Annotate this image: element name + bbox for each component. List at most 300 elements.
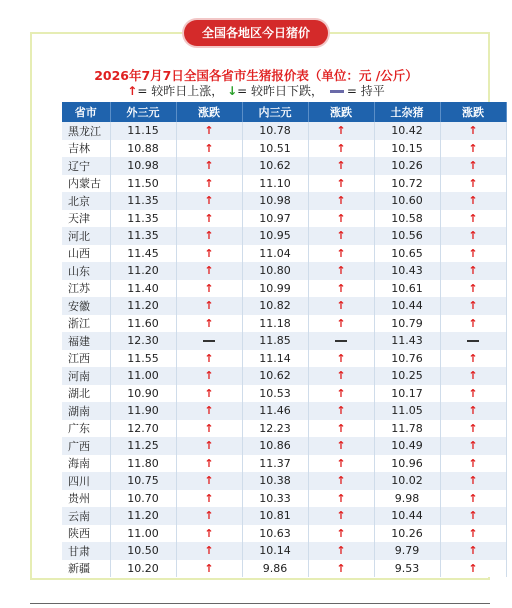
- change-cell: [440, 385, 506, 403]
- change-cell: [440, 280, 506, 298]
- price-cell: 11.45: [110, 245, 176, 263]
- change-cell: [176, 437, 242, 455]
- arrow-up-icon: ↑: [468, 561, 478, 575]
- arrow-up-icon: ↑: [468, 229, 478, 243]
- change-cell: [176, 262, 242, 280]
- change-cell: [308, 175, 374, 193]
- arrow-down-icon: ↓: [227, 84, 238, 98]
- price-cell: 11.15: [110, 122, 176, 140]
- arrow-up-icon: ↑: [204, 491, 214, 505]
- arrow-up-icon: ↑: [468, 316, 478, 330]
- table-row: [62, 157, 506, 175]
- change-cell: [308, 140, 374, 158]
- table-row: [62, 542, 506, 560]
- table-row: [62, 332, 506, 350]
- arrow-up-icon: ↑: [468, 544, 478, 558]
- price-cell: 10.95: [242, 227, 308, 245]
- arrow-up-icon: ↑: [204, 176, 214, 190]
- arrow-up-icon: ↑: [204, 124, 214, 138]
- price-cell: 11.80: [110, 455, 176, 473]
- change-cell: [440, 367, 506, 385]
- change-cell: [308, 525, 374, 543]
- arrow-up-icon: ↑: [204, 351, 214, 365]
- arrow-up-icon: ↑: [204, 561, 214, 575]
- province-cell: 安徽: [62, 297, 110, 315]
- price-cell: 12.30: [110, 332, 176, 350]
- change-cell: [176, 157, 242, 175]
- change-cell: [440, 455, 506, 473]
- arrow-up-icon: ↑: [468, 246, 478, 260]
- header-nei-sanyuan: 内三元: [242, 102, 308, 122]
- change-cell: [176, 245, 242, 263]
- price-cell: 10.63: [242, 525, 308, 543]
- price-cell: 11.04: [242, 245, 308, 263]
- table-row: [62, 175, 506, 193]
- price-cell: 10.50: [110, 542, 176, 560]
- table-row: [62, 245, 506, 263]
- price-cell: 10.62: [242, 367, 308, 385]
- price-cell: 11.25: [110, 437, 176, 455]
- legend-down-text: = 较昨日下跌，: [237, 84, 323, 98]
- arrow-up-icon: ↑: [468, 351, 478, 365]
- province-cell: 黑龙江: [62, 122, 110, 140]
- price-cell: 10.98: [242, 192, 308, 210]
- table-row: [62, 192, 506, 210]
- price-cell: 10.43: [374, 262, 440, 280]
- table-row: [62, 472, 506, 490]
- arrow-up-icon: ↑: [336, 526, 346, 540]
- province-cell: 云南: [62, 507, 110, 525]
- arrow-up-icon: ↑: [468, 194, 478, 208]
- arrow-up-icon: ↑: [336, 369, 346, 383]
- change-cell: [176, 385, 242, 403]
- price-cell: 10.53: [242, 385, 308, 403]
- arrow-up-icon: ↑: [204, 299, 214, 313]
- price-cell: 10.02: [374, 472, 440, 490]
- province-cell: 山东: [62, 262, 110, 280]
- price-cell: 10.76: [374, 350, 440, 368]
- arrow-up-icon: ↑: [468, 124, 478, 138]
- change-cell: [440, 175, 506, 193]
- change-cell: [308, 455, 374, 473]
- arrow-up-icon: ↑: [468, 264, 478, 278]
- arrow-up-icon: ↑: [336, 194, 346, 208]
- price-cell: 10.65: [374, 245, 440, 263]
- arrow-up-icon: ↑: [204, 474, 214, 488]
- change-cell: [308, 227, 374, 245]
- change-cell: [440, 507, 506, 525]
- arrow-up-icon: ↑: [336, 491, 346, 505]
- arrow-up-icon: ↑: [336, 229, 346, 243]
- change-cell: [440, 490, 506, 508]
- arrow-up-icon: ↑: [204, 229, 214, 243]
- change-cell: [440, 472, 506, 490]
- change-cell: [308, 542, 374, 560]
- change-cell: [308, 210, 374, 228]
- divider: [30, 603, 490, 604]
- change-cell: [308, 315, 374, 333]
- arrow-up-icon: ↑: [468, 439, 478, 453]
- price-cell: 11.05: [374, 402, 440, 420]
- price-cell: 11.40: [110, 280, 176, 298]
- table-row: [62, 297, 506, 315]
- arrow-up-icon: ↑: [204, 526, 214, 540]
- arrow-up-icon: ↑: [204, 316, 214, 330]
- province-cell: 江西: [62, 350, 110, 368]
- price-cell: 11.85: [242, 332, 308, 350]
- arrow-up-icon: ↑: [336, 141, 346, 155]
- province-cell: 甘肃: [62, 542, 110, 560]
- price-cell: 11.35: [110, 192, 176, 210]
- arrow-up-icon: ↑: [336, 439, 346, 453]
- change-cell: [176, 420, 242, 438]
- header-tuza: 土杂猪: [374, 102, 440, 122]
- change-cell: [308, 122, 374, 140]
- change-cell: [308, 472, 374, 490]
- province-cell: 湖南: [62, 402, 110, 420]
- change-cell: [440, 140, 506, 158]
- change-cell: [440, 350, 506, 368]
- price-cell: 11.43: [374, 332, 440, 350]
- table-row: [62, 210, 506, 228]
- flat-dash-icon: [467, 340, 479, 342]
- arrow-up-icon: ↑: [468, 491, 478, 505]
- change-cell: [308, 350, 374, 368]
- change-cell: [176, 280, 242, 298]
- change-cell: [440, 122, 506, 140]
- price-cell: 11.60: [110, 315, 176, 333]
- price-cell: 10.88: [110, 140, 176, 158]
- change-cell: [308, 192, 374, 210]
- arrow-up-icon: ↑: [468, 456, 478, 470]
- price-cell: 10.20: [110, 560, 176, 578]
- change-cell: [440, 227, 506, 245]
- arrow-up-icon: ↑: [204, 159, 214, 173]
- price-cell: 10.79: [374, 315, 440, 333]
- arrow-up-icon: ↑: [336, 474, 346, 488]
- table-row: [62, 490, 506, 508]
- province-cell: 天津: [62, 210, 110, 228]
- price-cell: 10.86: [242, 437, 308, 455]
- price-cell: 11.20: [110, 262, 176, 280]
- change-cell: [308, 402, 374, 420]
- table-row: [62, 525, 506, 543]
- change-cell: [440, 560, 506, 578]
- page-title: 2026年7月7日全国各省市生猪报价表（单位：元 /公斤）: [94, 68, 418, 83]
- province-cell: 内蒙古: [62, 175, 110, 193]
- province-cell: 江苏: [62, 280, 110, 298]
- price-cell: 10.15: [374, 140, 440, 158]
- price-cell: 11.90: [110, 402, 176, 420]
- arrow-up-icon: ↑: [468, 526, 478, 540]
- arrow-up-icon: ↑: [468, 421, 478, 435]
- province-cell: 辽宁: [62, 157, 110, 175]
- arrow-up-icon: ↑: [336, 561, 346, 575]
- table-row: [62, 140, 506, 158]
- change-cell: [308, 262, 374, 280]
- change-cell: [440, 297, 506, 315]
- arrow-up-icon: ↑: [468, 474, 478, 488]
- arrow-up-icon: ↑: [336, 351, 346, 365]
- arrow-up-icon: ↑: [336, 281, 346, 295]
- arrow-up-icon: ↑: [204, 421, 214, 435]
- change-cell: [308, 367, 374, 385]
- change-cell: [308, 490, 374, 508]
- arrow-up-icon: ↑: [468, 211, 478, 225]
- change-cell: [176, 175, 242, 193]
- price-cell: 10.75: [110, 472, 176, 490]
- province-cell: 河南: [62, 367, 110, 385]
- arrow-up-icon: ↑: [468, 509, 478, 523]
- arrow-up-icon: ↑: [336, 421, 346, 435]
- arrow-up-icon: ↑: [204, 246, 214, 260]
- arrow-up-icon: ↑: [468, 176, 478, 190]
- price-cell: 11.37: [242, 455, 308, 473]
- arrow-up-icon: ↑: [468, 281, 478, 295]
- change-cell: [176, 315, 242, 333]
- price-cell: 10.26: [374, 157, 440, 175]
- change-cell: [176, 367, 242, 385]
- price-cell: 10.72: [374, 175, 440, 193]
- flat-dash-icon: [330, 90, 344, 93]
- province-cell: 吉林: [62, 140, 110, 158]
- table-row: [62, 367, 506, 385]
- province-cell: 陕西: [62, 525, 110, 543]
- arrow-up-icon: ↑: [336, 456, 346, 470]
- price-cell: 10.56: [374, 227, 440, 245]
- arrow-up-icon: ↑: [336, 509, 346, 523]
- price-cell: 10.82: [242, 297, 308, 315]
- table-row: [62, 420, 506, 438]
- price-cell: 10.49: [374, 437, 440, 455]
- change-cell: [176, 122, 242, 140]
- price-cell: 10.61: [374, 280, 440, 298]
- price-cell: 11.10: [242, 175, 308, 193]
- price-cell: 11.14: [242, 350, 308, 368]
- arrow-up-icon: ↑: [204, 369, 214, 383]
- table-row: [62, 122, 506, 140]
- province-cell: 山西: [62, 245, 110, 263]
- arrow-up-icon: ↑: [336, 159, 346, 173]
- price-cell: 10.42: [374, 122, 440, 140]
- price-cell: 10.14: [242, 542, 308, 560]
- flat-dash-icon: [335, 340, 347, 342]
- arrow-up-icon: ↑: [468, 404, 478, 418]
- change-cell: [440, 262, 506, 280]
- change-cell: [308, 437, 374, 455]
- price-cell: 10.25: [374, 367, 440, 385]
- change-cell: [176, 227, 242, 245]
- price-cell: 10.80: [242, 262, 308, 280]
- province-cell: 北京: [62, 192, 110, 210]
- table-row: [62, 455, 506, 473]
- table-row: [62, 350, 506, 368]
- province-cell: 四川: [62, 472, 110, 490]
- arrow-up-icon: ↑: [336, 544, 346, 558]
- change-cell: [440, 525, 506, 543]
- price-cell: 10.44: [374, 507, 440, 525]
- change-cell: [440, 315, 506, 333]
- price-cell: 10.99: [242, 280, 308, 298]
- province-cell: 贵州: [62, 490, 110, 508]
- change-cell: [176, 490, 242, 508]
- arrow-up-icon: ↑: [336, 211, 346, 225]
- province-cell: 福建: [62, 332, 110, 350]
- price-table: [62, 102, 507, 577]
- arrow-up-icon: ↑: [468, 386, 478, 400]
- change-cell: [176, 525, 242, 543]
- price-cell: 10.38: [242, 472, 308, 490]
- price-cell: 11.35: [110, 210, 176, 228]
- change-cell: [308, 332, 374, 350]
- price-cell: 12.23: [242, 420, 308, 438]
- price-cell: 11.78: [374, 420, 440, 438]
- change-cell: [308, 157, 374, 175]
- arrow-up-icon: ↑: [204, 404, 214, 418]
- table-row: [62, 385, 506, 403]
- table-row: [62, 227, 506, 245]
- arrow-up-icon: ↑: [468, 369, 478, 383]
- change-cell: [440, 420, 506, 438]
- price-cell: 10.62: [242, 157, 308, 175]
- price-cell: 10.26: [374, 525, 440, 543]
- change-cell: [308, 385, 374, 403]
- change-cell: [440, 402, 506, 420]
- price-cell: 10.44: [374, 297, 440, 315]
- arrow-up-icon: ↑: [204, 439, 214, 453]
- change-cell: [176, 455, 242, 473]
- header-wai-sanyuan: 外三元: [110, 102, 176, 122]
- arrow-up-icon: ↑: [204, 194, 214, 208]
- arrow-up-icon: ↑: [204, 509, 214, 523]
- arrow-up-icon: ↑: [127, 84, 138, 98]
- change-cell: [176, 542, 242, 560]
- change-cell: [440, 192, 506, 210]
- change-cell: [308, 420, 374, 438]
- section-banner: 全国各地区今日猪价: [184, 20, 328, 46]
- arrow-up-icon: ↑: [336, 404, 346, 418]
- price-cell: 10.70: [110, 490, 176, 508]
- province-cell: 海南: [62, 455, 110, 473]
- table-row: [62, 437, 506, 455]
- price-cell: 10.17: [374, 385, 440, 403]
- arrow-up-icon: ↑: [336, 386, 346, 400]
- change-cell: [308, 245, 374, 263]
- change-cell: [176, 560, 242, 578]
- change-cell: [308, 507, 374, 525]
- change-cell: [176, 350, 242, 368]
- arrow-up-icon: ↑: [336, 316, 346, 330]
- header-change: 涨跌: [176, 102, 242, 122]
- change-cell: [440, 245, 506, 263]
- table-row: [62, 560, 506, 578]
- flat-dash-icon: [203, 340, 215, 342]
- arrow-up-icon: ↑: [204, 141, 214, 155]
- legend: [30, 82, 482, 99]
- table-header-row: [62, 102, 506, 122]
- header-change: 涨跌: [440, 102, 506, 122]
- province-cell: 新疆: [62, 560, 110, 578]
- change-cell: [308, 280, 374, 298]
- table-row: [62, 507, 506, 525]
- change-cell: [176, 140, 242, 158]
- price-cell: 11.55: [110, 350, 176, 368]
- change-cell: [176, 402, 242, 420]
- price-cell: 11.00: [110, 367, 176, 385]
- price-cell: 12.70: [110, 420, 176, 438]
- price-cell: 9.53: [374, 560, 440, 578]
- price-cell: 11.46: [242, 402, 308, 420]
- province-cell: 广西: [62, 437, 110, 455]
- price-cell: 9.79: [374, 542, 440, 560]
- legend-flat-text: = 持平: [346, 84, 385, 98]
- arrow-up-icon: ↑: [204, 386, 214, 400]
- arrow-up-icon: ↑: [204, 281, 214, 295]
- price-cell: 9.86: [242, 560, 308, 578]
- price-cell: 10.96: [374, 455, 440, 473]
- price-cell: 11.20: [110, 507, 176, 525]
- arrow-up-icon: ↑: [204, 264, 214, 278]
- legend-up-text: = 较昨日上涨，: [137, 84, 224, 98]
- arrow-up-icon: ↑: [336, 299, 346, 313]
- table-row: [62, 402, 506, 420]
- price-cell: 10.33: [242, 490, 308, 508]
- price-cell: 10.98: [110, 157, 176, 175]
- price-cell: 10.51: [242, 140, 308, 158]
- arrow-up-icon: ↑: [336, 176, 346, 190]
- change-cell: [176, 332, 242, 350]
- arrow-up-icon: ↑: [204, 211, 214, 225]
- table-row: [62, 315, 506, 333]
- province-cell: 广东: [62, 420, 110, 438]
- price-cell: 11.20: [110, 297, 176, 315]
- price-cell: 11.18: [242, 315, 308, 333]
- change-cell: [440, 542, 506, 560]
- change-cell: [308, 560, 374, 578]
- price-cell: 10.90: [110, 385, 176, 403]
- price-cell: 10.60: [374, 192, 440, 210]
- change-cell: [176, 210, 242, 228]
- change-cell: [440, 157, 506, 175]
- arrow-up-icon: ↑: [468, 299, 478, 313]
- header-change: 涨跌: [308, 102, 374, 122]
- change-cell: [440, 332, 506, 350]
- province-cell: 河北: [62, 227, 110, 245]
- price-cell: 10.58: [374, 210, 440, 228]
- province-cell: 浙江: [62, 315, 110, 333]
- change-cell: [176, 192, 242, 210]
- table-row: [62, 280, 506, 298]
- arrow-up-icon: ↑: [336, 124, 346, 138]
- arrow-up-icon: ↑: [204, 456, 214, 470]
- price-cell: 10.97: [242, 210, 308, 228]
- change-cell: [440, 210, 506, 228]
- arrow-up-icon: ↑: [204, 544, 214, 558]
- province-cell: 湖北: [62, 385, 110, 403]
- arrow-up-icon: ↑: [468, 141, 478, 155]
- price-cell: 10.81: [242, 507, 308, 525]
- change-cell: [308, 297, 374, 315]
- change-cell: [176, 507, 242, 525]
- change-cell: [440, 437, 506, 455]
- arrow-up-icon: ↑: [336, 246, 346, 260]
- price-cell: 10.78: [242, 122, 308, 140]
- price-cell: 11.50: [110, 175, 176, 193]
- price-cell: 11.00: [110, 525, 176, 543]
- change-cell: [176, 472, 242, 490]
- header-province: 省市: [62, 102, 110, 122]
- price-cell: 11.35: [110, 227, 176, 245]
